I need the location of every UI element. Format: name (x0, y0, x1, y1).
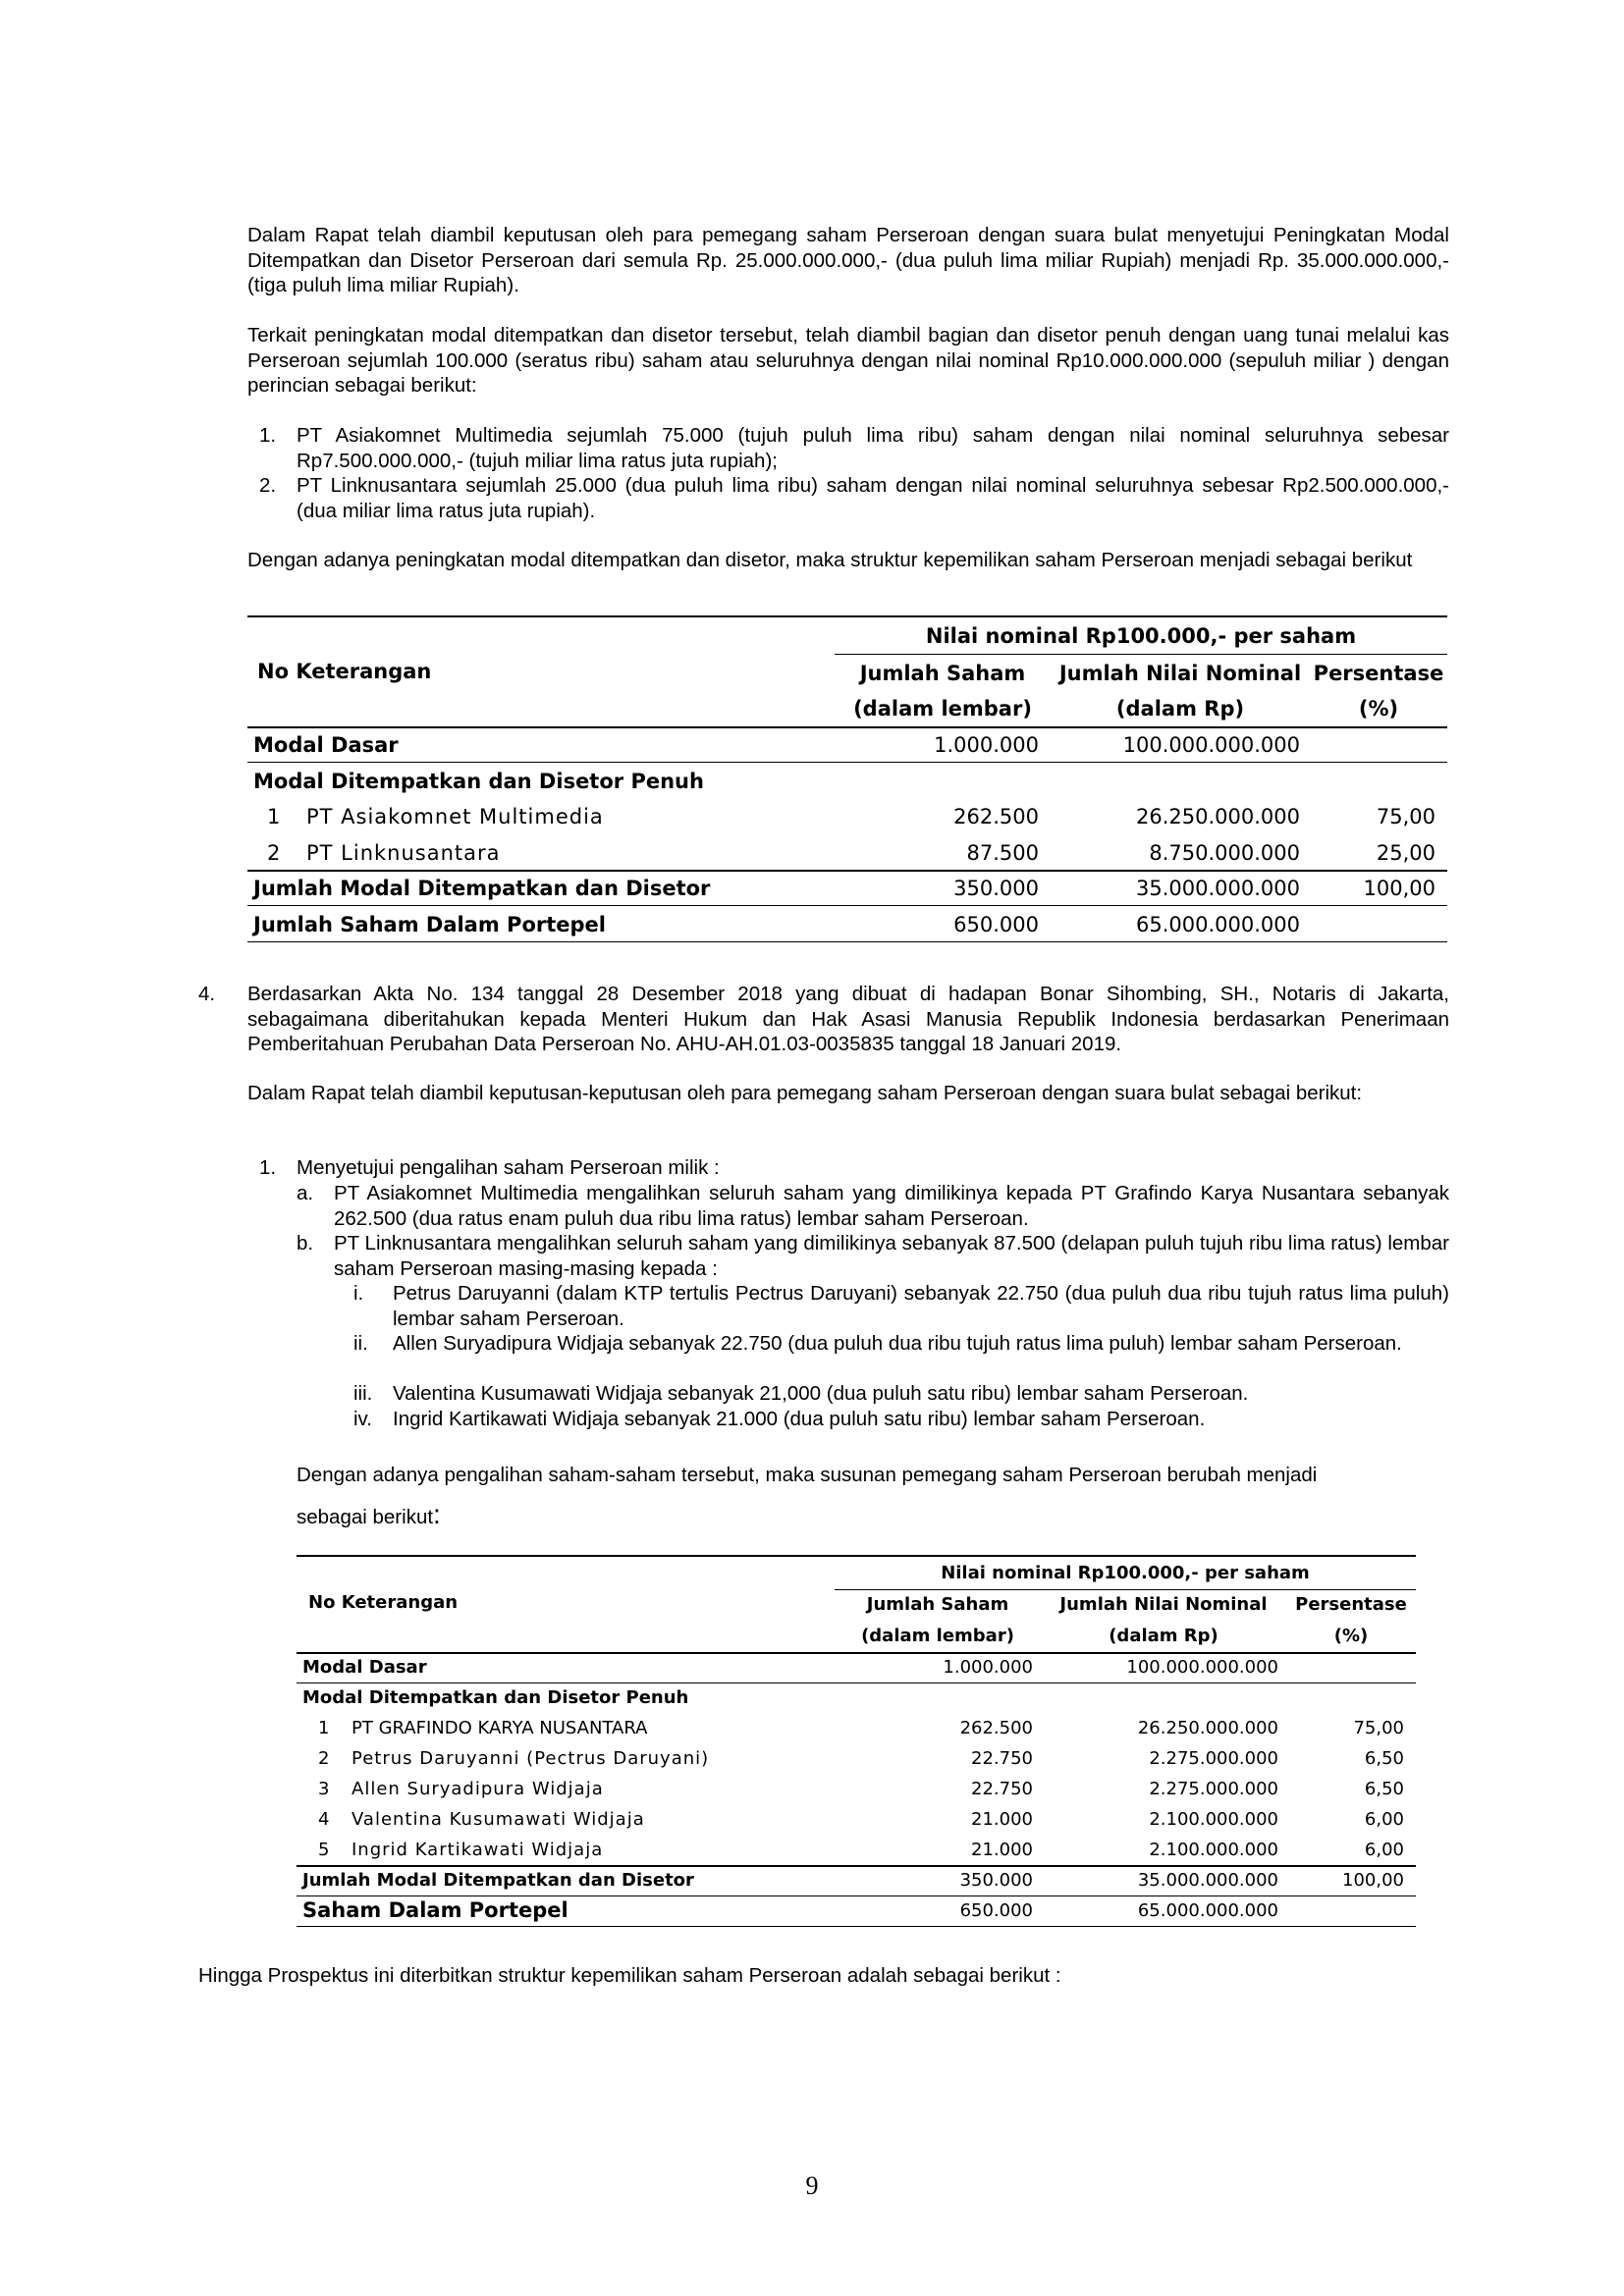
list-roman: i. (353, 1282, 364, 1305)
cell-name: Ingrid Kartikawati Widjaja (352, 1840, 604, 1860)
cell-jumlah: 650.000 (953, 913, 1039, 936)
list-subsubitem: Petrus Daruyanni (dalam KTP tertulis Pectrus Daruyani) sebanyak 22.750 (dua puluh dua ribu tujuh ratus lima puluh) lembar saham Perseroan. (393, 1282, 1449, 1330)
table-group-header: Nilai nominal Rp100.000,- per saham (941, 1563, 1310, 1583)
list-item: PT Linknusantara sejumlah 25.000 (dua puluh lima ribu) saham dengan nilai nominal seluruhnya sebesar Rp2.500.000.000,- (dua miliar lima ratus juta rupiah). (297, 474, 1449, 522)
cell-nilai: 2.100.000.000 (1149, 1809, 1278, 1830)
cell-jumlah: 22.750 (971, 1779, 1033, 1799)
paragraph-akta-134: Berdasarkan Akta No. 134 tanggal 28 Desember 2018 yang dibuat di hadapan Bonar Sihombing, SH., Notaris di Jakarta, sebagaimana diberitahukan kepada Menteri Hukum dan Hak Asasi Manusia Republik Indonesia berdasarkan Penerimaan Pemberitahuan Perubahan Data Perseroan No. AHU-AH.01.03-0035835 tanggal 18 Januari 2019. (247, 983, 1449, 1055)
cell-jumlah: 21.000 (971, 1809, 1033, 1830)
cell-nilai: 2.275.000.000 (1149, 1748, 1278, 1769)
column-header-nilai-nominal: Jumlah Nilai Nominal (1058, 662, 1302, 685)
column-unit: (dalam lembar) (861, 1626, 1014, 1646)
column-header-persentase: Persentase (1313, 662, 1444, 685)
cell-persen: 75,00 (1376, 805, 1435, 828)
cell-nilai: 8.750.000.000 (1149, 841, 1300, 865)
list-subitem: PT Linknusantara mengalihkan seluruh saham yang dimilikinya sebanyak 87.500 (delapan puluh tujuh ribu lima ratus) lembar saham Perseroan masing-masing kepada : (334, 1232, 1449, 1280)
cell-nilai: 65.000.000.000 (1137, 1900, 1278, 1921)
row-label-total: Jumlah Modal Ditempatkan dan Disetor (253, 877, 711, 900)
cell-persen: 75,00 (1353, 1718, 1404, 1738)
cell-jumlah: 1.000.000 (943, 1657, 1033, 1678)
cell-no: 1 (318, 1718, 330, 1738)
list-roman: iv. (353, 1408, 372, 1430)
cell-name: PT GRAFINDO KARYA NUSANTARA (352, 1718, 648, 1738)
cell-persen: 100,00 (1363, 877, 1435, 900)
cell-nilai: 26.250.000.000 (1137, 1718, 1278, 1738)
paragraph-keputusan: Dalam Rapat telah diambil keputusan-keputusan oleh para pemegang saham Perseroan dengan suara bulat sebagai berikut: (247, 1082, 1363, 1104)
cell-persen: 6,50 (1364, 1748, 1404, 1769)
column-unit: (%) (1358, 697, 1399, 721)
cell-name: PT Asiakomnet Multimedia (306, 805, 604, 828)
cell-nilai: 100.000.000.000 (1122, 733, 1300, 757)
cell-no: 1 (267, 805, 281, 828)
paragraph-hingga-prospektus: Hingga Prospektus ini diterbitkan struktur kepemilikan saham Perseroan adalah sebagai berikut : (198, 1964, 1061, 1987)
cell-jumlah: 350.000 (959, 1870, 1033, 1891)
cell-persen: 25,00 (1376, 841, 1435, 865)
column-header-jumlah-saham: Jumlah Saham (859, 662, 1026, 685)
table-group-header: Nilai nominal Rp100.000,- per saham (925, 624, 1357, 648)
cell-no: 2 (267, 841, 281, 865)
list-number: 1. (259, 1156, 277, 1179)
row-label-portepel: Saham Dalam Portepel (302, 1898, 568, 1922)
cell-persen: 6,00 (1364, 1840, 1404, 1860)
row-label-modal-dasar: Modal Dasar (302, 1657, 427, 1678)
column-header-keterangan: No Keterangan (308, 1592, 459, 1613)
paragraph-pengalihan: Dengan adanya pengalihan saham-saham tersebut, maka susunan pemegang saham Perseroan berubah menjadi (297, 1464, 1318, 1486)
list-subsubitem: Allen Suryadipura Widjaja sebanyak 22.750 (dua puluh dua ribu tujuh ratus lima puluh) lembar saham Perseroan. (393, 1332, 1402, 1355)
column-header-persentase: Persentase (1295, 1594, 1407, 1615)
cell-persen: 6,00 (1364, 1809, 1404, 1830)
list-item: Menyetujui pengalihan saham Perseroan milik : (297, 1156, 720, 1179)
cell-no: 4 (318, 1809, 330, 1830)
list-letter: a. (297, 1182, 314, 1204)
section-label: Modal Ditempatkan dan Disetor Penuh (302, 1687, 689, 1708)
paragraph-pengalihan-cont (297, 1499, 441, 1530)
colon: : (433, 1499, 441, 1529)
cell-nilai: 2.275.000.000 (1149, 1779, 1278, 1799)
cell-jumlah: 262.500 (959, 1718, 1033, 1738)
column-unit: (dalam Rp) (1115, 697, 1245, 721)
list-number: 2. (259, 474, 277, 497)
cell-nilai: 35.000.000.000 (1136, 877, 1300, 900)
paragraph-struktur-kepemilikan: Dengan adanya peningkatan modal ditempatkan dan disetor, maka struktur kepemilikan saham Perseroan menjadi sebagai berikut (247, 549, 1413, 571)
column-unit: (%) (1333, 1626, 1369, 1646)
cell-persen: 100,00 (1342, 1870, 1404, 1891)
cell-jumlah: 350.000 (953, 877, 1039, 900)
list-number: 1. (259, 424, 277, 447)
list-letter: b. (297, 1232, 314, 1255)
cell-jumlah: 262.500 (953, 805, 1039, 828)
cell-nilai: 65.000.000.000 (1136, 913, 1300, 936)
column-header-jumlah-saham: Jumlah Saham (866, 1594, 1009, 1615)
section-label: Modal Ditempatkan dan Disetor Penuh (253, 770, 704, 793)
list-number: 4. (198, 983, 216, 1005)
cell-name: Petrus Daruyanni (Pectrus Daruyani) (352, 1748, 710, 1769)
cell-jumlah: 650.000 (959, 1900, 1033, 1921)
paragraph-pengalihan-text: sebagai berikut (297, 1506, 434, 1528)
cell-jumlah: 87.500 (966, 841, 1039, 865)
column-unit: (dalam lembar) (853, 697, 1032, 721)
column-header-nilai-nominal: Jumlah Nilai Nominal (1059, 1594, 1268, 1615)
cell-no: 5 (318, 1840, 330, 1860)
cell-jumlah: 22.750 (971, 1748, 1033, 1769)
list-subsubitem: Valentina Kusumawati Widjaja sebanyak 21,000 (dua puluh satu ribu) lembar saham Perseroan. (393, 1382, 1249, 1405)
page-number: 9 (805, 2171, 819, 2200)
cell-nilai: 35.000.000.000 (1137, 1870, 1278, 1891)
column-unit: (dalam Rp) (1109, 1626, 1218, 1646)
cell-jumlah: 1.000.000 (934, 733, 1039, 757)
list-item: PT Asiakomnet Multimedia sejumlah 75.000 (tujuh puluh lima ribu) saham dengan nilai nominal seluruhnya sebesar Rp7.500.000.000,- (tujuh miliar lima ratus juta rupiah); (297, 424, 1449, 472)
cell-persen: 6,50 (1364, 1779, 1404, 1799)
list-roman: iii. (353, 1382, 373, 1405)
cell-no: 3 (318, 1779, 330, 1799)
cell-nilai: 100.000.000.000 (1126, 1657, 1278, 1678)
row-label-portepel: Jumlah Saham Dalam Portepel (253, 913, 606, 936)
paragraph-peningkatan-modal: Terkait peningkatan modal ditempatkan dan disetor tersebut, telah diambil bagian dan disetor penuh dengan uang tunai melalui kas Perseroan sejumlah 100.000 (seratus ribu) saham atau seluruhnya dengan nilai nominal Rp10.000.000.000 (sepuluh miliar ) dengan perincian sebagai berikut: (247, 324, 1449, 397)
list-roman: ii. (353, 1332, 368, 1355)
cell-nilai: 2.100.000.000 (1149, 1840, 1278, 1860)
list-subsubitem: Ingrid Kartikawati Widjaja sebanyak 21.000 (dua puluh satu ribu) lembar saham Perseroan. (393, 1408, 1206, 1430)
list-subitem: PT Asiakomnet Multimedia mengalihkan seluruh saham yang dimilikinya kepada PT Grafindo Karya Nusantara sebanyak 262.500 (dua ratus enam puluh dua ribu lima ratus) lembar saham Perseroan. (334, 1182, 1449, 1230)
paragraph-rapat-keputusan: Dalam Rapat telah diambil keputusan oleh para pemegang saham Perseroan dengan suara bulat menyetujui Peningkatan Modal Ditempatkan dan Disetor Perseroan dari semula Rp. 25.000.000.000,- (dua puluh lima miliar Rupiah) menjadi Rp. 35.000.000.000,- (tiga puluh lima miliar Rupiah). (247, 224, 1449, 296)
row-label-modal-dasar: Modal Dasar (253, 733, 399, 757)
column-header-keterangan: No Keterangan (257, 660, 432, 683)
cell-name: Valentina Kusumawati Widjaja (352, 1809, 645, 1830)
cell-jumlah: 21.000 (971, 1840, 1033, 1860)
cell-no: 2 (318, 1748, 330, 1769)
cell-name: PT Linknusantara (306, 841, 501, 865)
row-label-total: Jumlah Modal Ditempatkan dan Disetor (302, 1870, 694, 1891)
cell-nilai: 26.250.000.000 (1136, 805, 1300, 828)
cell-name: Allen Suryadipura Widjaja (352, 1779, 604, 1799)
